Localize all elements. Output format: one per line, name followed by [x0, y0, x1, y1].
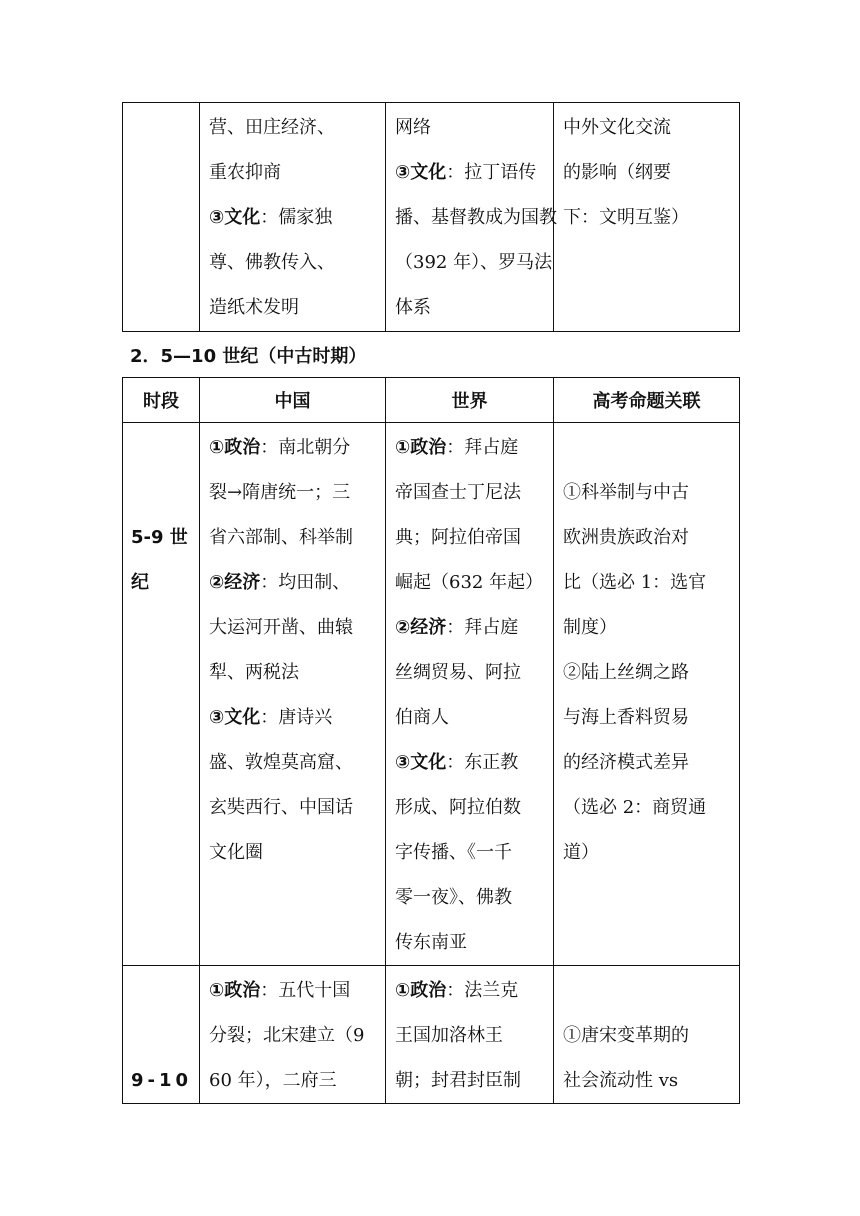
cell-line: 下：文明互鉴） [563, 207, 689, 228]
header-period: 时段 [123, 378, 200, 423]
cell-line: 分裂；北宋建立（9 [209, 1025, 365, 1046]
keyword-label: ③文化 [209, 207, 261, 228]
cell-line: 比（选必 1：选官 [563, 572, 707, 593]
cell-line: 省六部制、科举制 [209, 527, 353, 548]
cell-line [209, 968, 377, 1013]
cell-line: 纪 [131, 572, 149, 593]
cell-line: （选必 2：商贸通 [563, 797, 707, 818]
header-exam: 高考命题关联 [554, 378, 740, 423]
cell-line [395, 425, 545, 470]
cell-line [563, 425, 731, 470]
china-cell [200, 966, 386, 1104]
cell-line: 播、基督教成为国教 [395, 207, 557, 228]
cell-line: 玄奘西行、中国话 [209, 797, 353, 818]
section-heading: 2．5—10 世纪（中古时期） [130, 346, 367, 367]
cell-line: ①科举制与中古 [563, 482, 689, 503]
cell-line: 社会流动性 vs [563, 1070, 679, 1091]
period-cell [123, 966, 200, 1104]
prev-world-cell [386, 103, 557, 332]
cell-line [209, 695, 377, 740]
cell-line [395, 605, 545, 650]
keyword-label: ①政治 [209, 980, 261, 1001]
line-text: ：拜占庭 [446, 437, 519, 458]
cell-line: 欧洲贵族政治对 [563, 527, 689, 548]
keyword-label: ③文化 [395, 752, 447, 773]
cell-line: 犁、两税法 [209, 662, 299, 683]
cell-line: 崛起（632 年起） [395, 572, 544, 593]
prev-exam-cell [554, 103, 740, 332]
keyword-label: ③文化 [209, 707, 261, 728]
cell-line: 尊、佛教传入、 [209, 252, 335, 273]
cell-line: 与海上香料贸易 [563, 707, 689, 728]
cell-line: 帝国查士丁尼法 [395, 482, 521, 503]
world-cell [386, 423, 554, 966]
cell-line [209, 425, 377, 470]
table-row [123, 423, 740, 966]
line-text: ：五代十国 [260, 980, 351, 1001]
cell-line: 文化圈 [209, 842, 263, 863]
keyword-label: ②经济 [395, 617, 447, 638]
cell-line: 形成、阿拉伯数 [395, 797, 521, 818]
cell-line: 造纸术发明 [209, 297, 299, 318]
cell-line: 传东南亚 [395, 932, 467, 953]
cell-line: 60 年），二府三 [209, 1070, 337, 1091]
line-text: ：拉丁语传 [446, 162, 537, 183]
line-text: ：拜占庭 [446, 617, 519, 638]
cell-line: 中外文化交流 [563, 117, 671, 138]
cell-line: 大运河开凿、曲辕 [209, 617, 353, 638]
line-text: ：东正教 [446, 752, 519, 773]
cell-line: 9-10 [131, 1070, 193, 1091]
keyword-label: ①政治 [395, 980, 447, 1001]
cell-line: （392 年）、罗马法 [395, 252, 553, 273]
cell-line: ②陆上丝绸之路 [563, 662, 689, 683]
cell-line: 盛、敦煌莫高窟、 [209, 752, 353, 773]
line-text: ：南北朝分 [260, 437, 351, 458]
header-china: 中国 [200, 378, 386, 423]
keyword-label: ①政治 [209, 437, 261, 458]
medieval-table [122, 377, 740, 1104]
line-text: ：唐诗兴 [260, 707, 333, 728]
keyword-label: ①政治 [395, 437, 447, 458]
cell-line: 字传播、《一千 [395, 842, 512, 863]
cell-line [395, 150, 545, 195]
cell-line: ①唐宋变革期的 [563, 1025, 689, 1046]
cell-line: 的影响（纲要 [563, 162, 671, 183]
cell-line: 体系 [395, 297, 431, 318]
cell-line: 伯商人 [395, 707, 449, 728]
keyword-label: ②经济 [209, 572, 261, 593]
cell-line: 裂→隋唐统一；三 [209, 482, 351, 503]
cell-line: 营、田庄经济、 [209, 117, 335, 138]
cell-line: 制度） [563, 617, 617, 638]
cell-line: 5-9 世 [131, 527, 188, 548]
cell-line [131, 1013, 195, 1058]
china-cell [200, 423, 386, 966]
cell-line [209, 195, 377, 240]
cell-line: 道） [563, 842, 599, 863]
line-text: ：均田制、 [260, 572, 351, 593]
cell-line: 重农抑商 [209, 162, 281, 183]
cell-line: 王国加洛林王 [395, 1025, 503, 1046]
cell-line [563, 968, 731, 1013]
exam-cell [554, 423, 740, 966]
cell-line [395, 740, 545, 785]
cell-line: 网络 [395, 117, 431, 138]
prev-period-cell [123, 103, 200, 332]
header-row [123, 378, 740, 423]
cell-line [209, 560, 377, 605]
cell-line: 典；阿拉伯帝国 [395, 527, 521, 548]
table-row [123, 966, 740, 1104]
cell-line: 朝；封君封臣制 [395, 1070, 521, 1091]
cell-line [395, 968, 545, 1013]
keyword-label: ③文化 [395, 162, 447, 183]
line-text: ：儒家独 [260, 207, 333, 228]
period-cell [123, 423, 200, 966]
cell-line: 零一夜》、佛教 [395, 887, 512, 908]
cell-line [131, 968, 195, 1013]
prev-table [122, 102, 740, 332]
header-world: 世界 [386, 378, 554, 423]
cell-line: 的经济模式差异 [563, 752, 689, 773]
exam-cell [554, 966, 740, 1104]
line-text: ：法兰克 [446, 980, 519, 1001]
cell-line: 丝绸贸易、阿拉 [395, 662, 521, 683]
world-cell [386, 966, 554, 1104]
prev-china-cell [200, 103, 386, 332]
